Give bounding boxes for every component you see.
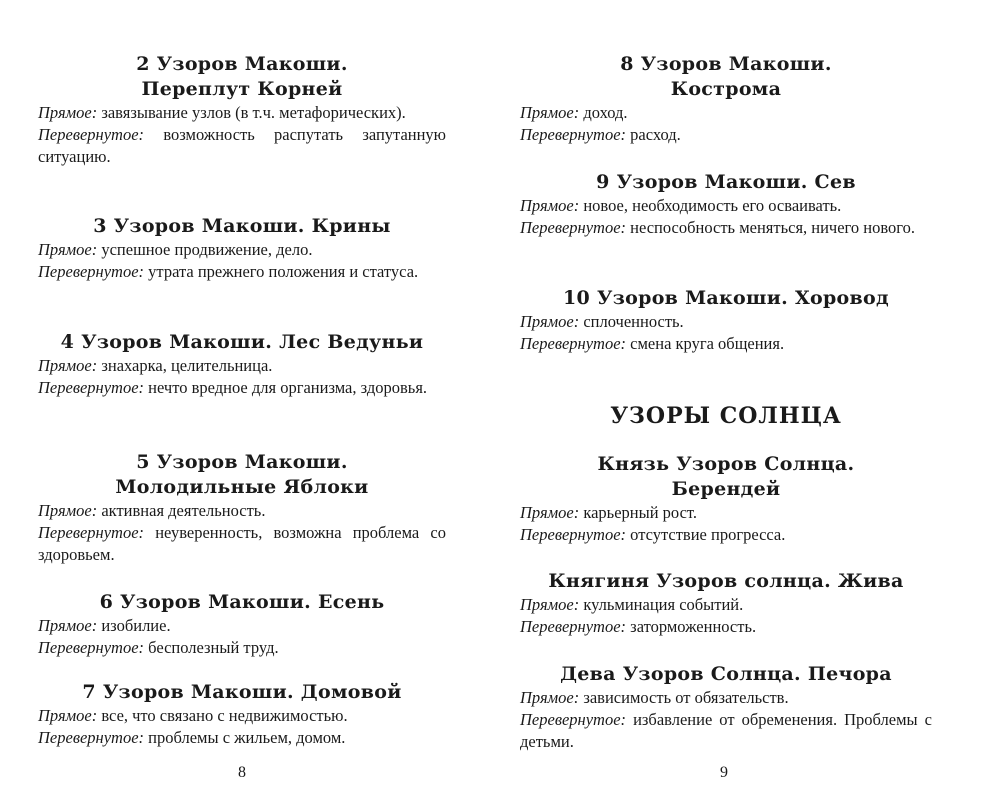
card-title: Дева Узоров Солнца. Печора <box>560 663 892 685</box>
page-number: 9 <box>720 764 728 781</box>
reversed-meaning: Перевернутое: утрата прежнего положения и статуса. <box>38 262 419 281</box>
upright-meaning: Прямое: новое, необходимость его осваивать. <box>520 196 842 215</box>
card-entry <box>520 452 932 546</box>
reversed-meaning: Перевернутое: нечто вредное для организма, здоровья. <box>38 378 428 397</box>
page-number: 8 <box>238 764 246 781</box>
card-title: Княгиня Узоров солнца. Жива <box>548 570 904 592</box>
reversed-meaning: Перевернутое: смена круга общения. <box>520 334 785 353</box>
upright-meaning: Прямое: сплоченность. <box>520 312 684 331</box>
card-entry <box>520 170 932 239</box>
card-title: Князь Узоров Солнца. Берендей <box>597 453 855 500</box>
upright-meaning: Прямое: кульминация событий. <box>520 595 744 614</box>
upright-meaning: Прямое: завязывание узлов (в т.ч. метафорических). <box>38 103 406 122</box>
card-entry <box>520 52 932 146</box>
card-entry <box>520 569 932 638</box>
card-entry <box>38 680 446 749</box>
section-heading: УЗОРЫ СОЛНЦА <box>610 403 842 429</box>
upright-meaning: Прямое: успешное продвижение, дело. <box>38 240 313 259</box>
upright-meaning: Прямое: зависимость от обязательств. <box>520 688 789 707</box>
reversed-meaning: Перевернутое: неуверенность, возможна проблема со здоровьем. <box>38 523 446 564</box>
card-title: 10 Узоров Макоши. Хоровод <box>563 287 889 309</box>
card-title: 8 Узоров Макоши. Кострома <box>620 53 832 100</box>
card-title: 6 Узоров Макоши. Есень <box>99 591 385 613</box>
card-entry <box>520 662 932 753</box>
reversed-meaning: Перевернутое: возможность распутать запутанную ситуацию. <box>38 125 446 166</box>
reversed-meaning: Перевернутое: расход. <box>520 125 681 144</box>
card-title: 2 Узоров Макоши. Переплут Корней <box>136 53 348 100</box>
card-title: 5 Узоров Макоши. Молодильные Яблоки <box>115 451 369 498</box>
upright-meaning: Прямое: изобилие. <box>38 616 171 635</box>
card-title: 3 Узоров Макоши. Крины <box>93 215 391 237</box>
upright-meaning: Прямое: знахарка, целительница. <box>38 356 273 375</box>
reversed-meaning: Перевернутое: отсутствие прогресса. <box>520 525 786 544</box>
reversed-meaning: Перевернутое: неспособность меняться, ничего нового. <box>520 218 916 237</box>
upright-meaning: Прямое: активная деятельность. <box>38 501 266 520</box>
reversed-meaning: Перевернутое: заторможенность. <box>520 617 757 636</box>
upright-meaning: Прямое: все, что связано с недвижимостью. <box>38 706 348 725</box>
card-title: 4 Узоров Макоши. Лес Ведуньи <box>60 331 424 353</box>
upright-meaning: Прямое: карьерный рост. <box>520 503 697 522</box>
card-entry <box>38 52 446 168</box>
card-entry <box>38 330 446 399</box>
card-entry <box>520 286 932 355</box>
card-title: 7 Узоров Макоши. Домовой <box>82 681 402 703</box>
reversed-meaning: Перевернутое: избавление от обременения. Проблемы с детьми. <box>520 710 932 751</box>
card-title: 9 Узоров Макоши. Сев <box>596 171 856 193</box>
reversed-meaning: Перевернутое: проблемы с жильем, домом. <box>38 728 346 747</box>
card-entry <box>38 590 446 659</box>
card-entry <box>38 450 446 566</box>
card-entry <box>38 214 446 283</box>
reversed-meaning: Перевернутое: бесполезный труд. <box>38 638 279 657</box>
upright-meaning: Прямое: доход. <box>520 103 628 122</box>
